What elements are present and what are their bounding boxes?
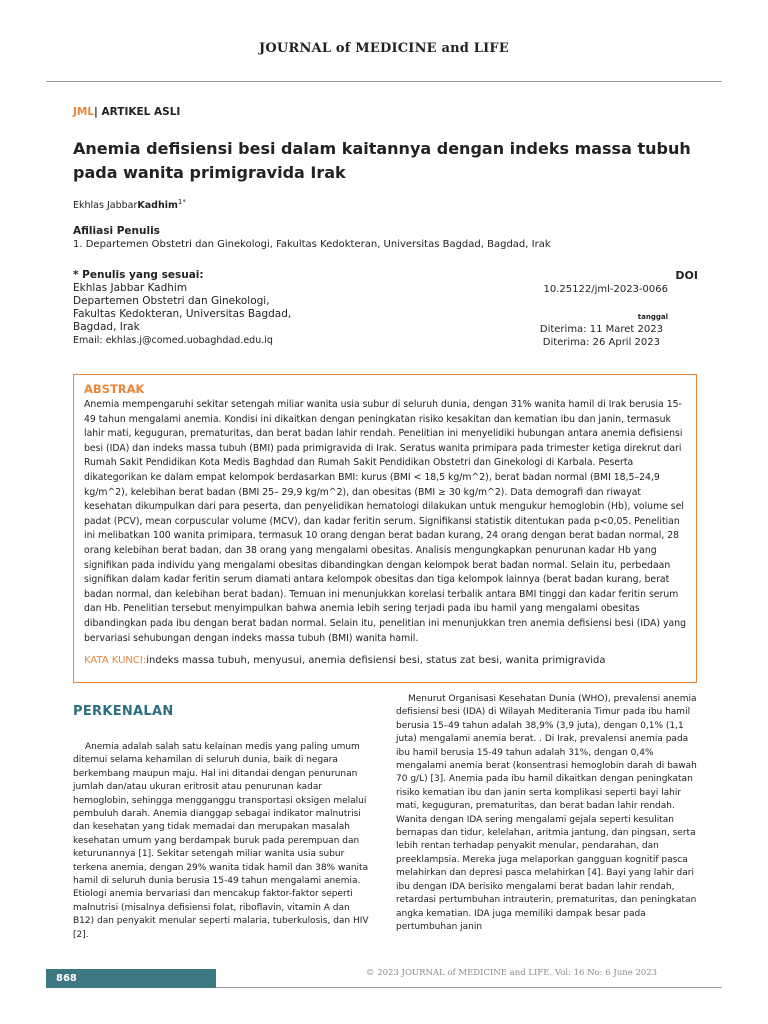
abstract-box [73,374,697,683]
correspondence-city: Bagdad, Irak [73,321,140,333]
affiliation-heading: Afiliasi Penulis [73,225,160,237]
doi-block [498,269,698,348]
doi-label: DOI [675,269,698,282]
header-divider [46,81,722,82]
intro-paragraph-right: Menurut Organisasi Kesehatan Dunia (WHO), prevalensi anemia defisiensi besi (IDA) di Wilayah Mediterania Timur pada ibu hamil berusia 15–49 tahun adalah 38,9% (3,9 juta), dengan 0,1% (1,1 juta) mengalami anemia berat. . Di Irak, prevalensi anemia pada ibu hamil berusia 15-49 tahun adalah 31%, dengan 0,4% mengalami anemia berat (konsentrasi hemoglobin darah di bawah 70 g/L) [3]. Anemia pada ibu hamil dikaitkan dengan peningkatan risiko kematian ibu dan janin serta komplikasi seperti bayi lahir mati, keguguran, prematuritas, dan berat badan lahir rendah. Wanita dengan IDA sering mengalami gejala seperti kesulitan bernapas dan tidur, kelelahan, aritmia jantung, dan pingsan, serta lebih rentan terhadap penyakit menular, pendarahan, dan preeklampsia. Mereka juga melaporkan gangguan kognitif pasca melahirkan dan depresi pasca melahirkan [4]. Bayi yang lahir dari ibu dengan IDA berisiko mengalami berat badan lahir rendah, retardasi pertumbuhan intrauterin, prematuritas, dan peningkatan angka kematian. IDA juga memiliki dampak besar pada pertumbuhan janin [396,694,697,932]
dates-label: tanggal [637,313,668,321]
author-given-name: Ekhlas Jabbar [73,200,138,212]
doi-link[interactable]: 10.25122/jml-2023-0066 [543,284,668,295]
date-accepted: Diterima: 26 April 2023 [542,337,660,348]
abstract-text: Anemia mempengaruhi sekitar setengah miliar wanita usia subur di seluruh dunia, dengan 31% wanita hamil di Irak berusia 15-49 tahun mengalami anemia. Kondisi ini dikaitkan dengan peningkatan risiko kesakitan dan kematian ibu dan janin, termasuk lahir mati, keguguran, prematuritas, dan berat badan lahir rendah. Penelitian ini menyelidiki hubungan antara anemia defisiensi besi (IDA) dan indeks massa tubuh (BMI) pada primigravida di Irak. Seratus wanita primipara pada trimester ketiga direkrut dari Rumah Sakit Pendidikan Kota Medis Baghdad dan Rumah Sakit Pendidikan Obstetri dan Ginekologi di Karbala. Peserta dikategorikan ke dalam empat kelompok berdasarkan BMI: kurus (BMI < 18,5 kg/m^2), berat badan normal (BMI 18,5–24,9 kg/m^2), kelebihan berat badan (BMI 25– 29,9 kg/m^2), dan obesitas (BMI ≥ 30 kg/m^2). Data demografi dan riwayat kesehatan dikumpulkan dari para peserta, dan penyelidikan hematologi dilakukan untuk mengukur hemoglobin (Hb), volume sel padat (PCV), mean corpuscular volume (MCV), dan kadar feritin serum. Signifikansi statistik ditentukan pada p<0,05. Penelitian ini melibatkan 100 wanita primipara, termasuk 10 orang dengan berat badan kurang, 24 orang dengan berat badan normal, 28 orang kelebihan berat badan, dan 38 orang yang mengalami obesitas. Analisis mengungkapkan penurunan kadar Hb yang signifikan pada individu yang mengalami obesitas dibandingkan dengan kelompok berat badan normal. Selain itu, perbedaan signifikan dalam kadar feritin serum diamati antara kelompok obesitas dan tiga kelompok lainnya (berat badan kurang, berat badan normal, dan kelebihan berat badan). Temuan ini menunjukkan korelasi terbalik antara BMI tinggi dan kadar feritin serum dan Hb. Penelitian tersebut menyimpulkan bahwa anemia lebih sering terjadi pada ibu hamil yang mengalami obesitas dibandingkan pada ibu dengan berat badan normal. Selain itu, penelitian ini menunjukkan tren anemia defisiensi besi (IDA) yang bervariasi sehubungan dengan indeks massa tubuh (BMI) wanita hamil. [84,399,686,644]
article-title: Anemia defisiensi besi dalam kaitannya dengan indeks massa tubuh pada wanita primigravida Irak [73,139,691,182]
date-received: Diterima: 11 Maret 2023 [539,324,663,335]
correspondence-label: * Penulis yang sesuai: [73,269,204,281]
footer-citation: © 2023 JOURNAL of MEDICINE and LIFE. Vol: 16 No: 6 June 2023 [366,968,658,978]
author-marker: 1* [177,198,186,206]
intro-heading: PERKENALAN [73,704,174,719]
article-type: ARTIKEL ASLI [101,106,181,118]
keywords-list: indeks massa tubuh, menyusui, anemia defisiensi besi, status zat besi, wanita primigravida [146,655,606,667]
author-family-name: Kadhim [137,200,178,212]
journal-header: JOURNAL of MEDICINE and LIFE [259,41,509,56]
affiliation-item: 1. Departemen Obstetri dan Ginekologi, Fakultas Kedokteran, Universitas Bagdad, Bagdad, Irak [73,239,551,250]
correspondence-email[interactable]: Email: ekhlas.j@comed.uobaghdad.edu.iq [73,335,273,346]
correspondence-block [73,269,393,347]
journal-abbrev: JML [73,106,95,118]
correspondence-faculty: Fakultas Kedokteran, Universitas Bagdad, [73,308,292,320]
page-number: 868 [46,969,216,988]
left-column [73,704,373,942]
footer-divider [216,987,722,988]
article-type-tag [73,106,180,118]
author-line [73,198,186,211]
right-column [396,693,700,934]
correspondence-name: Ekhlas Jabbar Kadhim [73,282,188,294]
tag-separator: | [94,106,102,118]
correspondence-dept: Departemen Obstetri dan Ginekologi, [73,295,270,307]
intro-paragraph-left: Anemia adalah salah satu kelainan medis yang paling umum ditemui selama kehamilan di seluruh dunia, baik di negara berkembang maupun maju. Hal ini ditandai dengan penurunan jumlah dan/atau ukuran eritrosit atau penurunan kadar hemoglobin, sehingga mengganggu transportasi oksigen melalui pembuluh darah. Anemia dianggap sebagai indikator malnutrisi dan kesehatan yang tidak memadai dan merupakan masalah kesehatan umum yang berdampak buruk pada perempuan dan keturunannya [1]. Sekitar setengah miliar wanita usia subur terkena anemia, dengan 29% wanita tidak hamil dan 38% wanita hamil di seluruh dunia berusia 15-49 tahun mengalami anemia. Etiologi anemia bervariasi dan mencakup faktor-faktor seperti malnutrisi (misalnya defisiensi folat, riboflavin, vitamin A dan B12) dan penyakit menular seperti malaria, tuberkulosis, dan HIV [2]. [73,742,369,940]
abstract-heading: ABSTRAK [84,382,145,396]
keywords-line [84,655,686,666]
keywords-label: KATA KUNCI: [84,655,147,667]
